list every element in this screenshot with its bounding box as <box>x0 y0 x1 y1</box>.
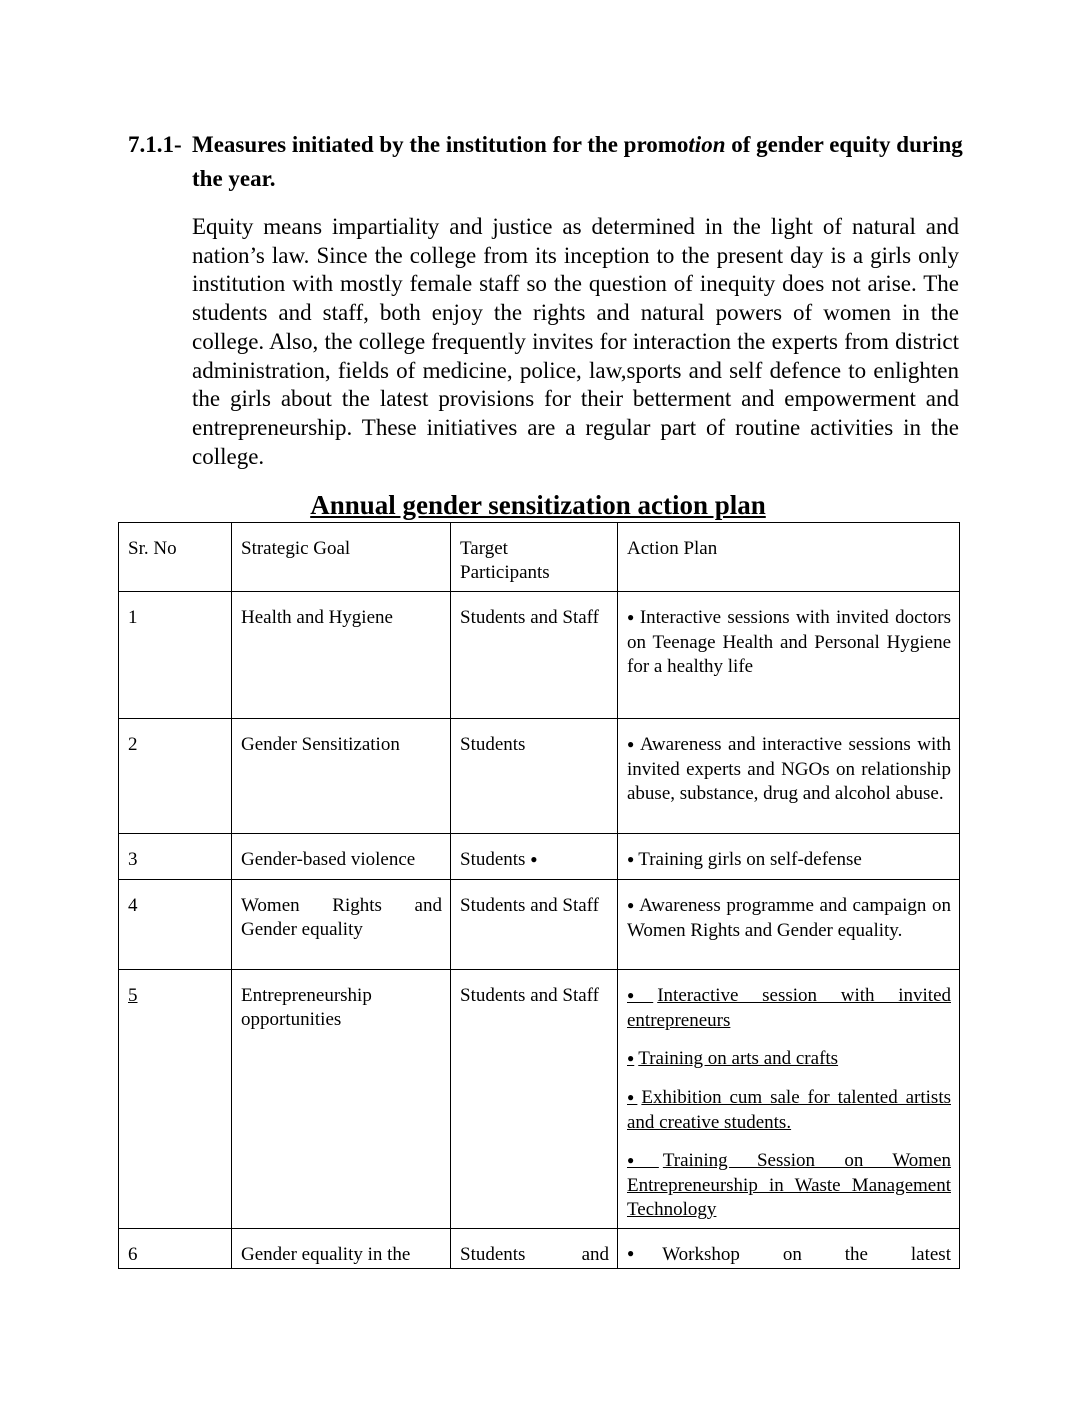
cell-target <box>451 1229 618 1269</box>
header-target-participants: Target Participants <box>451 523 618 592</box>
bullet-icon: ● <box>627 1090 638 1104</box>
cell-target: Students and Staff <box>451 592 618 719</box>
action-item: Training girls on self-defense <box>638 849 862 870</box>
section-title-italic: tion <box>688 132 726 157</box>
table-title: Annual gender sensitization action plan <box>310 490 766 520</box>
action-item-text: Training Session on Women Entrepreneurship in Waste Management Technology <box>627 1150 952 1220</box>
bullet-icon: ● <box>627 898 636 912</box>
action-item: Awareness programme and campaign on Women Rights and Gender equality. <box>627 895 952 941</box>
bullet-icon: ● <box>530 852 538 866</box>
cell-sr: 6 <box>119 1229 232 1269</box>
cell-sr <box>119 970 232 1229</box>
target-text: Students and <box>460 1244 609 1265</box>
cell-goal: Gender Sensitization <box>232 719 451 834</box>
cell-action <box>618 880 960 970</box>
cell-target: Students <box>451 719 618 834</box>
target-text: Students <box>460 849 526 870</box>
cell-target <box>451 834 618 880</box>
action-plan-table <box>118 522 960 1269</box>
table-row <box>119 1229 960 1269</box>
bullet-icon: ● <box>627 737 636 751</box>
cell-action <box>618 719 960 834</box>
cell-action <box>618 970 960 1229</box>
header-sr-no: Sr. No <box>119 523 232 592</box>
cell-target: Students and Staff <box>451 880 618 970</box>
table-row <box>119 970 960 1229</box>
bullet-icon: ● <box>627 1153 659 1167</box>
table-header-row <box>119 523 960 592</box>
bullet-icon: ● <box>627 988 654 1002</box>
action-item-text: Exhibition cum sale for talented artists and creative students. <box>627 1087 951 1133</box>
action-item-text: Training on arts and crafts <box>638 1048 839 1069</box>
cell-sr: 1 <box>119 592 232 719</box>
cell-target: Students and Staff <box>451 970 618 1229</box>
action-item-text: Interactive session with invited entrepreneurs <box>627 985 952 1031</box>
cell-goal: Health and Hygiene <box>232 592 451 719</box>
bullet-icon: ● <box>627 1246 635 1260</box>
section-title <box>192 128 972 196</box>
action-item <box>627 1149 951 1222</box>
action-item: Awareness and interactive sessions with invited experts and NGOs on relationship abuse, substance, drug and alcohol abuse. <box>627 734 952 804</box>
section-number: 7.1.1- <box>128 132 182 157</box>
cell-action <box>618 1229 960 1269</box>
cell-goal: Women Rights and Gender equality <box>232 880 451 970</box>
section-title-part-2: of gender equity during the year. <box>192 132 963 191</box>
table-row <box>119 719 960 834</box>
bullet-icon: ● <box>627 1051 635 1065</box>
cell-sr: 2 <box>119 719 232 834</box>
table-row <box>119 880 960 970</box>
bullet-icon: ● <box>627 852 635 866</box>
action-item <box>627 984 951 1033</box>
cell-sr: 4 <box>119 880 232 970</box>
table-row <box>119 834 960 880</box>
bullet-icon: ● <box>627 610 636 624</box>
action-item: Workshop on the latest <box>662 1244 951 1265</box>
table-row <box>119 592 960 719</box>
cell-goal: Gender equality in the <box>232 1229 451 1269</box>
body-paragraph: Equity means impartiality and justice as determined in the light of natural and nation’s law. Since the college from its inception to the present day is a girls only institution with mostly female staff so the question of inequity does not arise. The students and staff, both enjoy the rights and natural powers of women in the college. Also, the college frequently invites for interaction the experts from district administration, fields of medicine, police, law,sports and self defence to enlighten the girls about the latest provisions for their betterment and empowerment and entrepreneurship. These initiatives are a regular part of routine activities in the college. <box>192 214 959 469</box>
section-title-part-1: Measures initiated by the institution for the promo <box>192 132 689 157</box>
sr-text: 5 <box>128 985 138 1006</box>
cell-goal: Entrepreneurship opportunities <box>232 970 451 1229</box>
cell-action <box>618 592 960 719</box>
cell-goal: Gender-based violence <box>232 834 451 880</box>
action-item: Interactive sessions with invited doctors on Teenage Health and Personal Hygiene for a healthy life <box>627 607 952 677</box>
action-item <box>627 1047 951 1072</box>
cell-sr: 3 <box>119 834 232 880</box>
action-item <box>627 1086 951 1135</box>
header-strategic-goal: Strategic Goal <box>232 523 451 592</box>
cell-action <box>618 834 960 880</box>
header-action-plan: Action Plan <box>618 523 960 592</box>
